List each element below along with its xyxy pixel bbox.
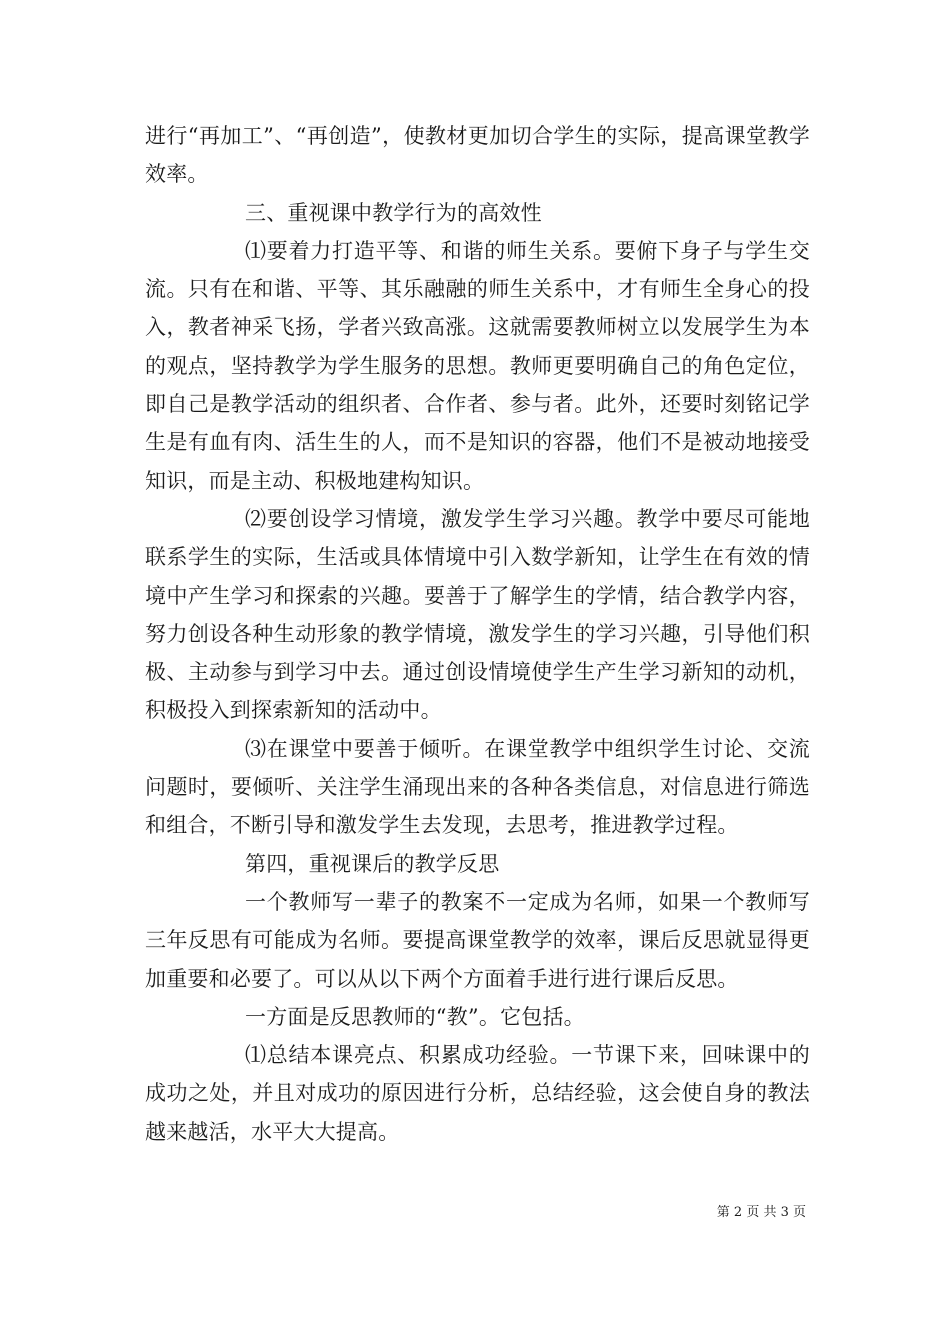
paragraph-teacher-reflection: 一方面是反思教师的“教”。它包括。 <box>245 1004 585 1029</box>
paragraph-point-3: ⑶在课堂中要善于倾听。在课堂教学中组织学生讨论、交流问题时，要倾听、关注学生涌现出来的各种各类信息，对信息进行筛选和组合，不断引导和激发学生去发现，去思考，推进教学过程。 <box>145 736 810 838</box>
paragraph-point-1: ⑴要着力打造平等、和谐的师生关系。要俯下身子与学生交流。只有在和谐、平等、其乐融融的师生关系中，才有师生全身心的投入，教者神采飞扬，学者兴致高涨。这就需要教师树立以发展学生为本的观点，坚持教学为学生服务的思想。教师更要明确自己的角色定位，即自己是教学活动的组织者、合作者、参与者。此外，还要时刻铭记学生是有血有肉、活生生的人，而不是知识的容器，他们不是被动地接受知识，而是主动、积极地建构知识。 <box>145 238 810 493</box>
document-body <box>145 117 810 1151</box>
paragraph-point-2: ⑵要创设学习情境，激发学生学习兴趣。教学中要尽可能地联系学生的实际，生活或具体情境中引入数学新知，让学生在有效的情境中产生学习和探索的兴趣。要善于了解学生的学情，结合教学内容，努力创设各种生动形象的教学情境，激发学生的学习兴趣，引导他们积极、主动参与到学习中去。通过创设情境使学生产生学习新知的动机，积极投入到探索新知的活动中。 <box>145 506 810 723</box>
page-number: 第 2 页 共 3 页 <box>716 1205 806 1220</box>
section-heading-four: 第四，重视课后的教学反思 <box>245 851 500 876</box>
paragraph-continuation: 进行“再加工”、“再创造”，使教材更加切合学生的实际，提高课堂教学效率。 <box>145 124 810 187</box>
paragraph-summary-point-1: ⑴总结本课亮点、积累成功经验。一节课下来，回味课中的成功之处，并且对成功的原因进行分析，总结经验，这会使自身的教法越来越活，水平大大提高。 <box>145 1043 810 1144</box>
paragraph-reflection-intro: 一个教师写一辈子的教案不一定成为名师，如果一个教师写三年反思有可能成为名师。要提高课堂教学的效率，课后反思就显得更加重要和必要了。可以从以下两个方面着手进行进行课后反思。 <box>145 889 810 991</box>
section-heading-three: 三、重视课中教学行为的高效性 <box>245 200 542 225</box>
